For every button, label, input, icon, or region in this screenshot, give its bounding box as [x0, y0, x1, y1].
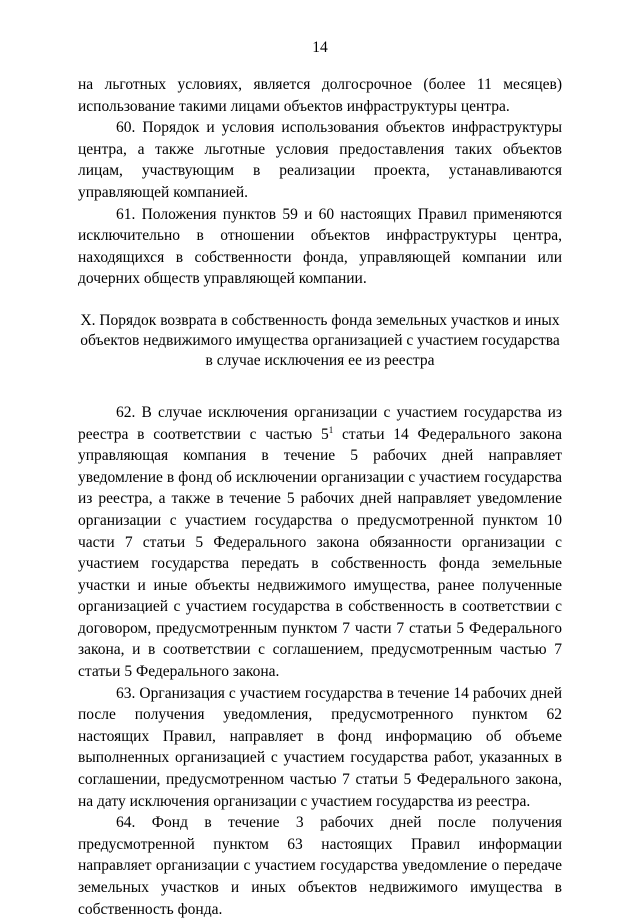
paragraph-62-text-start: 62. В случае исключения организации с участием государства из реестра в соответствии с частью 5: [78, 403, 562, 443]
section-title: [78, 311, 562, 371]
paragraph-62: [78, 402, 562, 683]
page-number: 14: [312, 39, 328, 56]
paragraph-continuation: на льготных условиях, является долгосрочное (более 11 месяцев) использование такими лицами объектов инфраструктуры центра.: [78, 76, 562, 115]
paragraph-63: 63. Организация с участием государства в течение 14 рабочих дней после получения уведомления, предусмотренного пунктом 62 настоящих Правил, направляет в фонд информацию об объеме выполненных организацией с участием государства работ, указанных в соглашении, предусмотренном частью 7 статьи 5 Федерального закона, на дату исключения организации с участием государства из реестра.: [78, 684, 562, 810]
section-title-line: объектов недвижимого имущества организацией с участием государства: [80, 331, 560, 349]
paragraph-60: 60. Порядок и условия использования объектов инфраструктуры центра, а также льготные условия предоставления таких объектов лицам, участвующим в реализации проекта, устанавливаются управляющей компанией.: [78, 119, 562, 201]
section-title-line: в случае исключения ее из реестра: [205, 351, 435, 369]
superscript: 1: [328, 424, 334, 435]
section-title-line: X. Порядок возврата в собственность фонда земельных участков и иных: [80, 311, 560, 329]
document-body: [78, 74, 562, 920]
paragraph-62-text-end: статьи 14 Федерального закона управляющая компания в течение 5 рабочих дней направляет уведомление в фонд об исключении организации с участием государства из реестра, а также в течение 5 рабочих дней направляет уведомление организации с участием государства о предусмотренной пунктом 10 части 7 статьи 5 Федерального закона обязанности организации с участием государства передать в собственность фонда земельные участки и иные объекты недвижимого имущества, ранее полученные организацией с участием государства в собственность в соответствии с договором, предусмотренным пунктом 7 части 7 статьи 5 Федерального закона, и в соответствии с соглашением, предусмотренным частью 7 статьи 5 Федерального закона.: [78, 425, 562, 681]
paragraph-64: 64. Фонд в течение 3 рабочих дней после получения предусмотренной пунктом 63 настоящих Правил информации направляет организации с участием государства уведомление о передаче земельных участков и иных объектов недвижимого имущества в собственность фонда.: [78, 814, 562, 918]
paragraph-61: 61. Положения пунктов 59 и 60 настоящих Правил применяются исключительно в отношении объектов инфраструктуры центра, находящихся в собственности фонда, управляющей компании или дочерних обществ управляющей компании.: [78, 205, 562, 288]
